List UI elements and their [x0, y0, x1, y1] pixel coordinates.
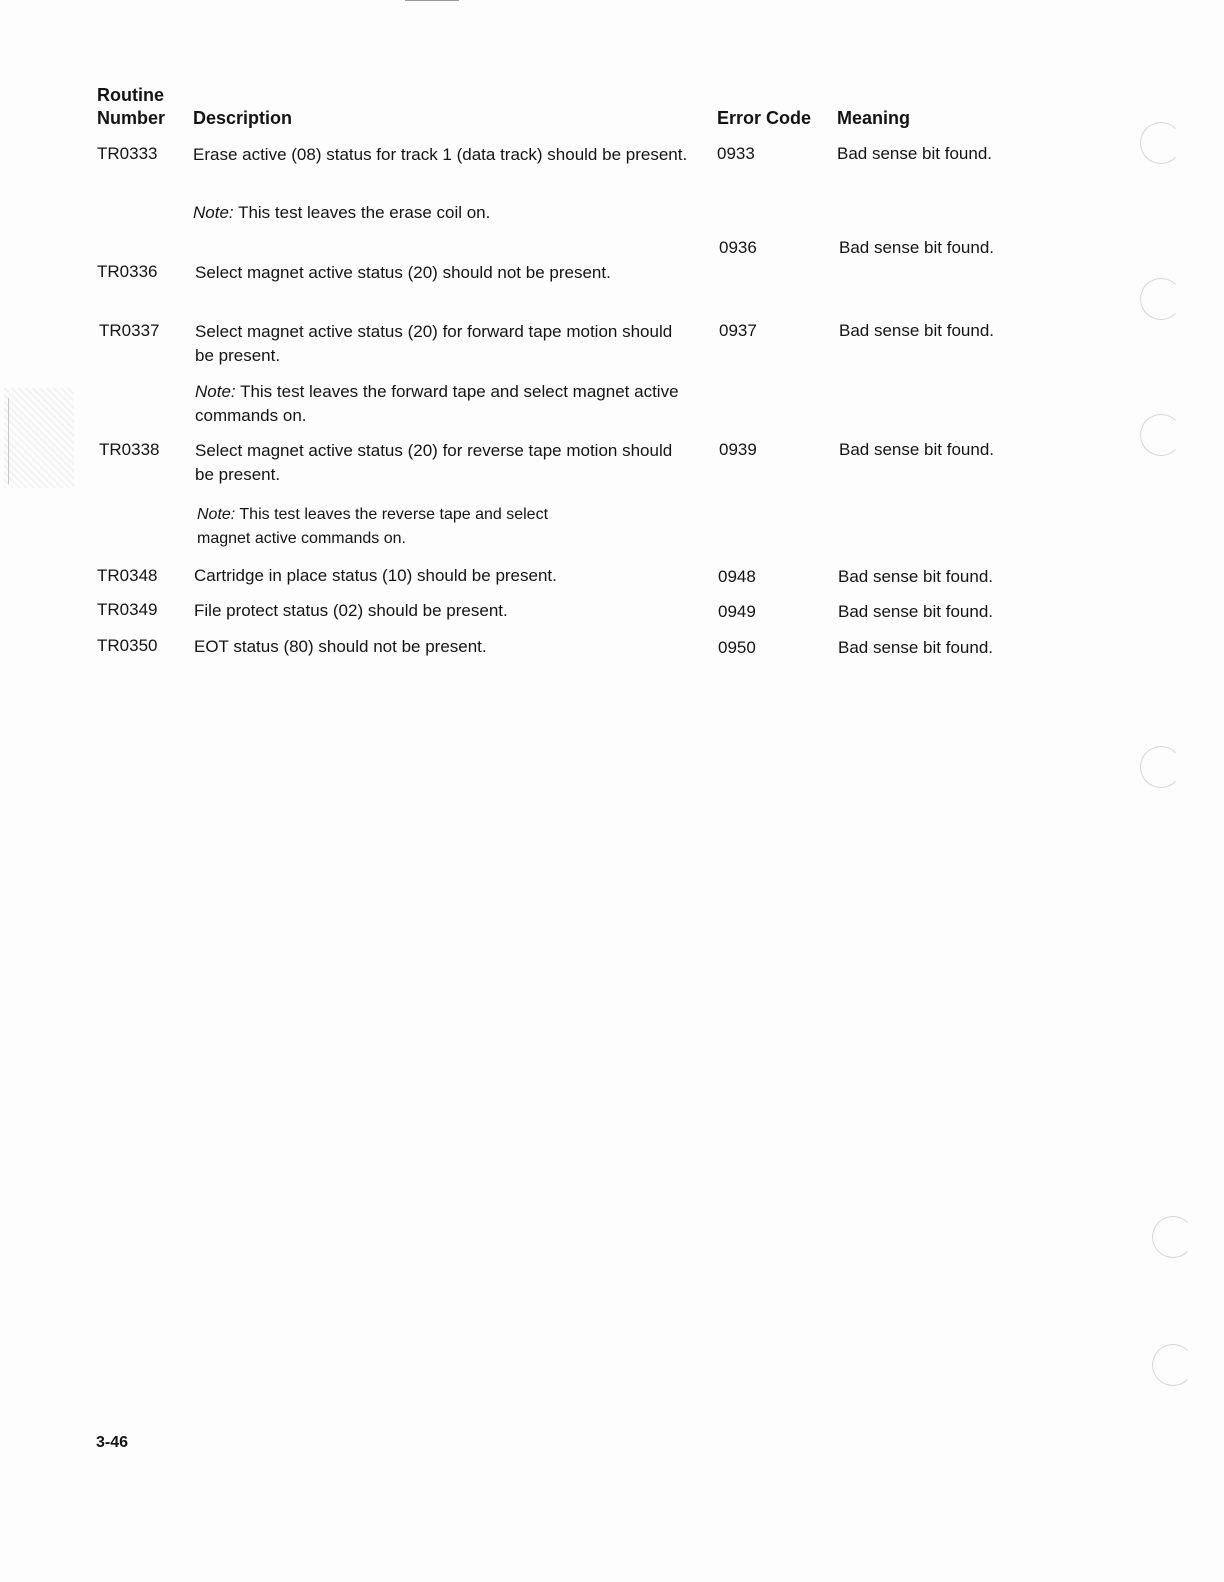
note-label: Note:	[197, 506, 236, 523]
meaning: Bad sense bit found.	[838, 567, 994, 586]
error-code: 0948	[718, 567, 756, 586]
error-code: 0937	[719, 321, 757, 340]
note-label: Note:	[195, 382, 236, 401]
routine-number: TR0349	[97, 600, 158, 619]
routine-number: TR0348	[97, 566, 158, 585]
row-description: Select magnet active status (20) should not be present.	[195, 263, 611, 282]
header-description: Description	[193, 108, 293, 128]
error-code: 0939	[719, 440, 757, 459]
row-description: Erase active (08) status for track 1 (data track) should be present.	[193, 145, 688, 164]
scan-speckle	[4, 388, 74, 488]
binder-hole-icon	[1152, 1216, 1194, 1258]
note-text: This test leaves the erase coil on.	[238, 203, 491, 222]
row-description: Cartridge in place status (10) should be present.	[194, 566, 557, 585]
binder-hole-icon	[1140, 414, 1182, 456]
binder-hole-icon	[1140, 746, 1182, 788]
row-note	[197, 503, 557, 551]
routine-number: TR0337	[99, 321, 160, 340]
row-description: File protect status (02) should be present.	[194, 601, 508, 620]
error-code: 0950	[718, 638, 756, 657]
note-text: This test leaves the reverse tape and select magnet active commands on.	[197, 506, 549, 547]
note-label: Note:	[193, 203, 234, 222]
routine-number: TR0333	[97, 144, 158, 163]
binder-hole-icon	[1140, 278, 1182, 320]
row-note	[195, 380, 695, 428]
meaning: Bad sense bit found.	[839, 238, 995, 257]
meaning: Bad sense bit found.	[839, 321, 995, 340]
page-number: 3-46	[96, 1434, 129, 1451]
row-description: EOT status (80) should not be present.	[194, 637, 487, 656]
meaning: Bad sense bit found.	[839, 440, 995, 459]
error-code: 0949	[718, 602, 756, 621]
header-number: Number	[97, 108, 166, 128]
meaning: Bad sense bit found.	[838, 638, 994, 657]
binder-hole-icon	[1152, 1344, 1194, 1386]
routine-number: TR0338	[99, 440, 160, 459]
note-text: This test leaves the forward tape and select magnet active commands on.	[195, 382, 679, 425]
meaning: Bad sense bit found.	[837, 144, 993, 163]
header-meaning: Meaning	[837, 108, 911, 128]
meaning: Bad sense bit found.	[838, 602, 994, 621]
header-routine: Routine	[97, 85, 164, 105]
row-description: Select magnet active status (20) for reverse tape motion should be present.	[195, 441, 673, 484]
row-note	[193, 203, 490, 223]
header-error-code: Error Code	[717, 108, 812, 128]
row-description: Select magnet active status (20) for forward tape motion should be present.	[195, 322, 673, 365]
error-code: 0933	[717, 144, 755, 163]
error-code: 0936	[719, 238, 757, 257]
routine-number: TR0336	[97, 262, 158, 281]
scan-speckle-line	[8, 398, 9, 484]
binder-hole-icon	[1140, 122, 1182, 164]
scan-artifact-line	[405, 0, 459, 1]
routine-number: TR0350	[97, 636, 158, 655]
